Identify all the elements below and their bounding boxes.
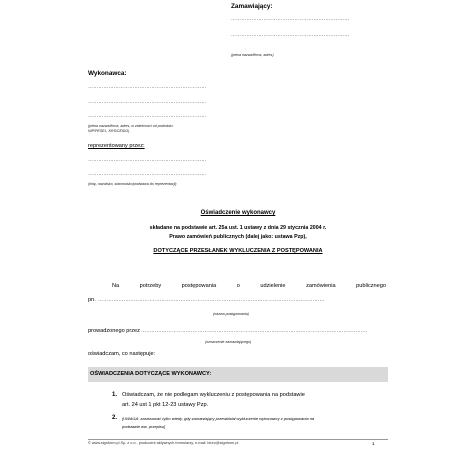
footer-divider (88, 439, 388, 440)
conducted-by-prefix: prowadzonego przez (88, 328, 140, 334)
pn-prefix: pn. (88, 297, 96, 303)
buyer-line-2: …………………………………………………………… (231, 32, 350, 38)
intro-line (112, 283, 386, 289)
contractor-line-1: …………………………………………………………… (88, 84, 207, 90)
item-1-line-1: Oświadczam, że nie podlegam wykluczeniu z postępowania na podstawie (122, 392, 305, 398)
document-title: Oświadczenie wykonawcy (200, 210, 276, 216)
item-2-line-2: podstawie ww. przepisu] (122, 424, 166, 429)
representative-line-1: …………………………………………………………… (88, 157, 207, 163)
item-2-line-1: [UWAGA: zastosować tylko wtedy, gdy zamawiający przewidział wykluczenie wykonawcy z postępowania na (122, 416, 315, 421)
contractor-heading: Wykonawca: (88, 70, 127, 77)
intro-word: Na (112, 283, 120, 289)
section-heading: OŚWIADCZENIA DOTYCZĄCE WYKONAWCY: (90, 371, 212, 377)
buyer-line-1: …………………………………………………………… (231, 16, 350, 22)
intro-word: zamówienia (306, 283, 336, 289)
conducted-by-note: (oznaczenie zamawiającego) (205, 340, 252, 344)
intro-word: potrzeby (139, 283, 162, 289)
footer-text: © www.signform.pl Sp. z o.o., producent aktywnych formularzy, e-mail: biuro@signform.pl (88, 441, 239, 445)
item-number: 2. (112, 415, 118, 421)
contractor-line-3: …………………………………………………………… (88, 113, 207, 119)
intro-word: udzielenie (260, 283, 286, 289)
proceeding-name-note: (nazwa postępowania) (213, 312, 249, 316)
proceeding-name-field[interactable]: …………………………………………………………………………………………………………………… (98, 297, 325, 303)
representative-note: (imię, nazwisko, stanowisko/podstawa do reprezentacji) (88, 182, 177, 186)
contractor-note-1: (pełna nazwa/firma, adres, w zależności od podmiotu: (88, 124, 174, 128)
representative-heading: reprezentowany przez: (88, 143, 145, 149)
declaration-intro: oświadczam, co następuje: (88, 351, 156, 357)
intro-word: postępowania (181, 283, 217, 289)
conducted-by-field[interactable]: …………………………………………………………………………………………………………………… (141, 328, 368, 334)
title-subline-2: Prawo zamówień publicznych (dalej jako: ustawa Pzp), (169, 234, 307, 240)
intro-word: o (236, 283, 240, 289)
buyer-note: (pełna nazwa/firma, adres) (231, 53, 274, 57)
item-1-line-2: art. 24 ust 1 pkt 12-23 ustawy Pzp. (122, 402, 209, 408)
contractor-note-2: NIP/PESEL, KRS/CEiDG) (88, 129, 130, 133)
representative-line-2: …………………………………………………………… (88, 171, 207, 177)
document-topic: DOTYCZĄCE PRZESŁANEK WYKLUCZENIA Z POSTĘPOWANIA (153, 248, 323, 254)
title-subline-1: składane na podstawie art. 25a ust. 1 ustawy z dnia 29 stycznia 2004 r. (149, 225, 327, 231)
contractor-line-2: …………………………………………………………… (88, 99, 207, 105)
page-number: 1 (372, 441, 375, 446)
buyer-heading: Zamawiający: (231, 3, 273, 10)
intro-word: publicznego (356, 283, 386, 289)
item-number: 1. (112, 392, 118, 398)
